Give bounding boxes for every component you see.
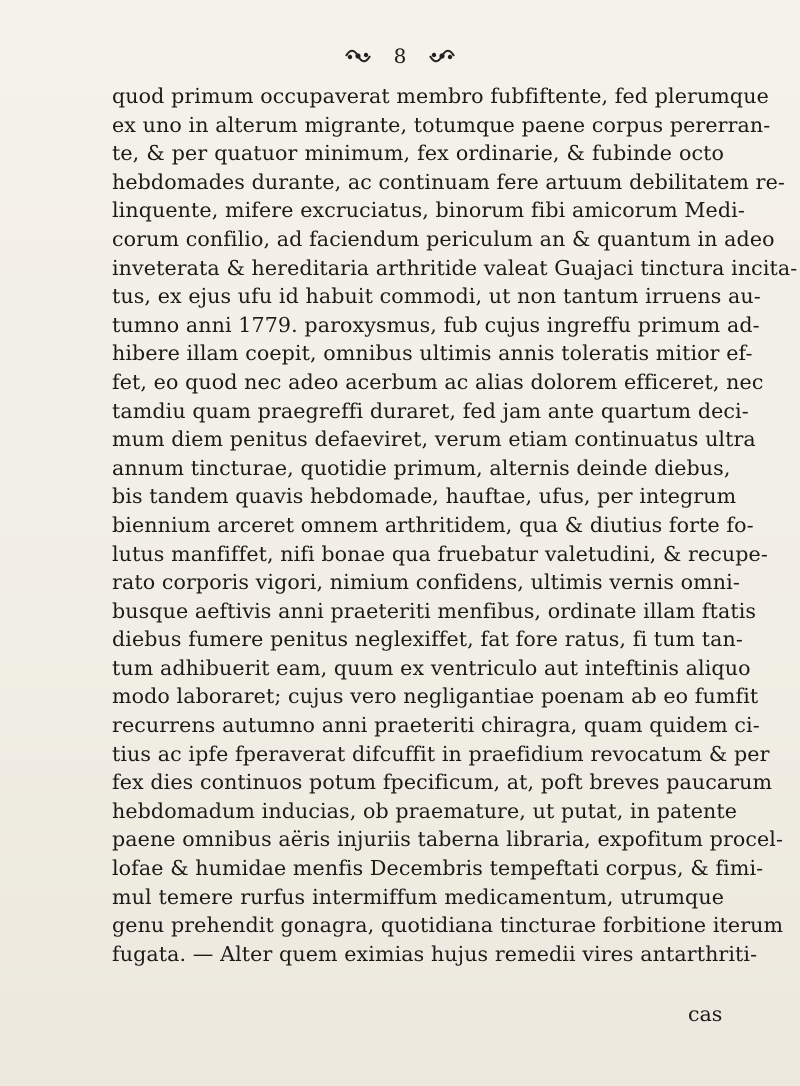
text-line: biennium arceret omnem arthritidem, qua & diutius forte fo- (112, 512, 754, 537)
text-line: busque aeftivis anni praeteriti menfibus, ordinate illam ftatis (112, 598, 757, 623)
text-line: corum confilio, ad faciendum periculum an & quantum in adeo (112, 226, 775, 251)
text-line: genu prehendit gonagra, quotidiana tincturae forbitione iterum (112, 913, 784, 938)
text-line: annum tincturae, quotidie primum, alternis deinde diebus, (112, 455, 731, 480)
left-fleuron-icon (344, 48, 372, 64)
text-line: quod primum occupaverat membro fubfiftente, fed plerumque (112, 84, 769, 108)
body-text (112, 82, 798, 968)
text-line: fex dies continuos potum fpecificum, at, poft breves paucarum (112, 770, 773, 795)
text-line: mul temere rurfus intermiffum medicamentum, utrumque (112, 884, 724, 909)
text-line: bis tandem quavis hebdomade, hauftae, ufus, per integrum (112, 484, 737, 509)
text-line: ex uno in alterum migrante, totumque paene corpus pererran- (112, 112, 771, 137)
text-line: tus, ex ejus ufu id habuit commodi, ut non tantum irruens au- (112, 284, 761, 309)
text-line: hibere illam coepit, omnibus ultimis annis toleratis mitior ef- (112, 341, 753, 366)
text-line: mum diem penitus defaeviret, verum etiam continuatus ultra (112, 427, 756, 452)
text-line: fet, eo quod nec adeo acerbum ac alias dolorem efficeret, nec (112, 369, 764, 394)
catchword: cas (688, 1002, 723, 1026)
text-line: linquente, mifere excruciatus, binorum fibi amicorum Medi- (112, 198, 745, 223)
text-line: tum adhibuerit eam, quum ex ventriculo aut inteftinis aliquo (112, 655, 751, 680)
page-number: 8 (393, 44, 407, 68)
right-fleuron-icon (428, 48, 456, 64)
text-line: hebdomades durante, ac continuam fere artuum debilitatem re- (112, 169, 785, 194)
text-line: tamdiu quam praegreffi duraret, fed jam ante quartum deci- (112, 398, 749, 423)
text-line: lofae & humidae menfis Decembris tempeftati corpus, & fimi- (112, 856, 764, 881)
text-line: inveterata & hereditaria arthritide valeat Guajaci tinctura incita- (112, 255, 798, 280)
text-line: hebdomadum inducias, ob praemature, ut putat, in patente (112, 798, 738, 823)
text-line: fugata. — Alter quem eximias hujus remedii vires antarthriti- (112, 941, 758, 966)
text-line: paene omnibus aëris injuriis taberna libraria, expofitum procel- (112, 827, 784, 852)
text-line: rato corporis vigori, nimium confidens, ultimis vernis omni- (112, 570, 740, 595)
text-line: lutus manfiffet, nifi bonae qua fruebatur valetudini, & recupe- (112, 541, 768, 566)
text-line: modo laboraret; cujus vero negligantiae poenam ab eo fumfit (112, 684, 759, 709)
text-line: diebus fumere penitus neglexiffet, fat fore ratus, fi tum tan- (112, 627, 743, 652)
text-line: tius ac ipfe fperaverat difcuffit in praefidium revocatum & per (112, 741, 770, 766)
text-line: tumno anni 1779. paroxysmus, fub cujus ingreffu primum ad- (112, 312, 760, 337)
text-line: recurrens autumno anni praeteriti chiragra, quam quidem ci- (112, 713, 760, 738)
running-header (0, 40, 800, 72)
text-line: te, & per quatuor minimum, fex ordinarie, & fubinde octo (112, 141, 724, 166)
